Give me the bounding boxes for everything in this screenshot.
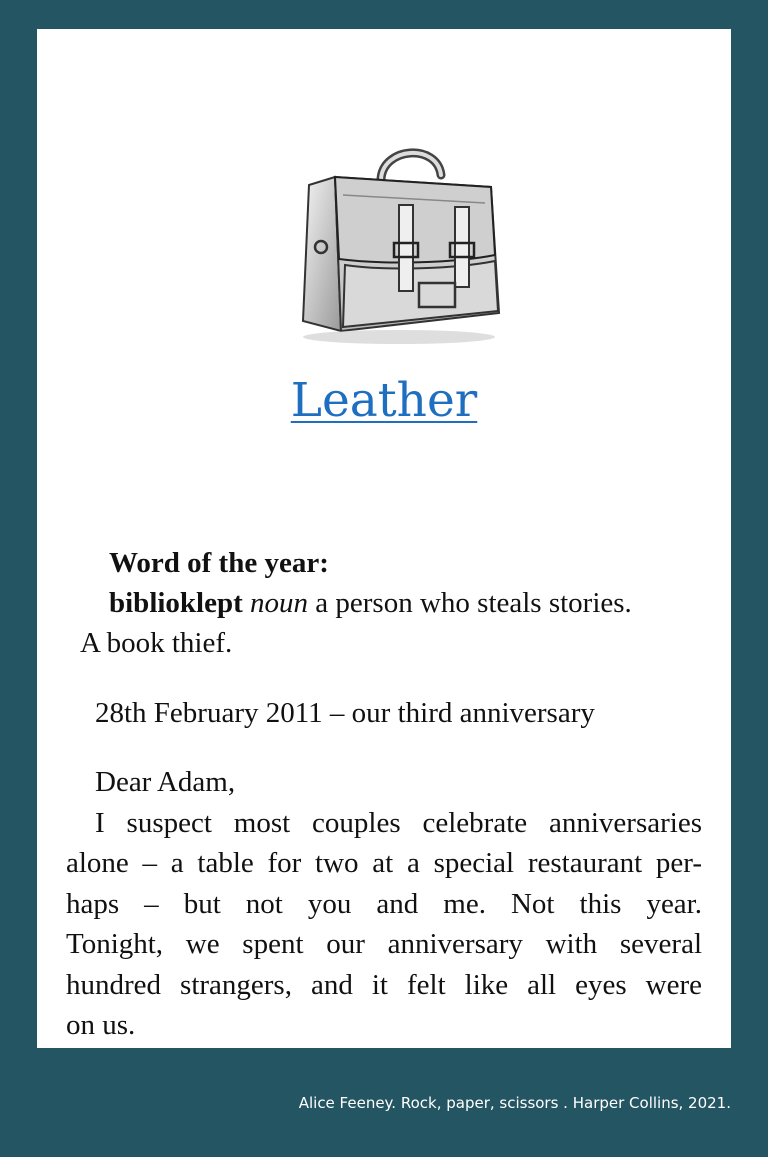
- source-citation: Alice Feeney. Rock, paper, scissors . Harper Collins, 2021.: [298, 1094, 731, 1112]
- letter-line: haps – but not you and me. Not this year.: [66, 888, 702, 920]
- definition-continuation: A book thief.: [80, 627, 233, 659]
- chapter-title-link[interactable]: Leather: [290, 373, 478, 428]
- term: biblioklept: [109, 587, 243, 619]
- letter-last-line: on us.: [66, 1009, 136, 1041]
- letter-line: I suspect most couples celebrate anniversaries: [95, 807, 702, 839]
- leather-satchel-icon: [295, 135, 505, 351]
- definition-text: a person who steals stories.: [308, 587, 632, 619]
- letter-line: alone – a table for two at a special restaurant per-: [66, 847, 702, 879]
- letter-line: hundred strangers, and it felt like all eyes were: [66, 969, 702, 1001]
- date-line: 28th February 2011 – our third anniversary: [95, 697, 595, 729]
- word-of-year-heading: Word of the year:: [109, 547, 329, 579]
- book-page: [37, 29, 731, 1048]
- definition-line: [109, 587, 632, 620]
- letter-salutation: Dear Adam,: [95, 766, 236, 798]
- letter-line: Tonight, we spent our anniversary with several: [66, 928, 702, 960]
- part-of-speech: noun: [250, 587, 309, 619]
